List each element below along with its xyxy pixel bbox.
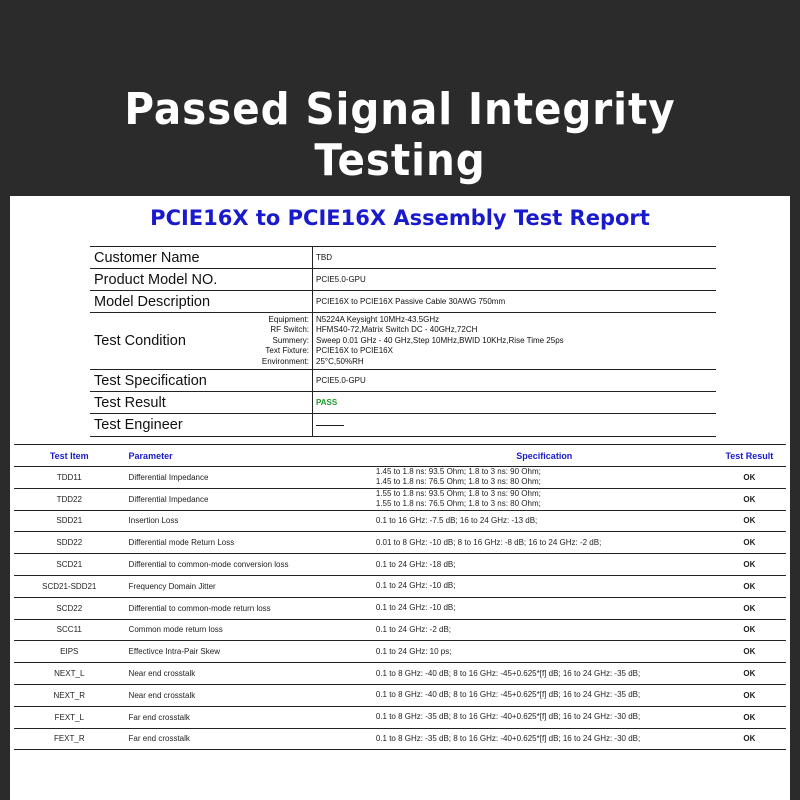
condition-value: PCIE16X to PCIE16X — [316, 346, 393, 356]
spec-line: 1.45 to 1.8 ns: 93.5 Ohm; 1.8 to 3 ns: 90 Ohm; — [375, 467, 541, 477]
result-cell: OK — [713, 510, 786, 532]
test-item-cell: FEXT_R — [14, 728, 125, 750]
specification-cell — [376, 641, 713, 663]
product-model-label: Product Model NO. — [94, 271, 218, 288]
result-cell: OK — [713, 554, 786, 576]
parameter-cell: Differential to common-mode return loss — [125, 597, 376, 619]
header-test-result: Test Result — [713, 445, 786, 467]
table-row — [14, 510, 786, 532]
test-result-value: PASS — [312, 392, 716, 413]
parameter-cell: Differential Impedance — [125, 488, 376, 510]
spec-line: 1.55 to 1.8 ns: 93.5 Ohm; 1.8 to 3 ns: 90 Ohm; — [375, 489, 541, 499]
test-item-cell: TDD11 — [14, 467, 125, 489]
condition-value: N5224A Keysight 10MHz-43.5GHz — [316, 314, 440, 324]
table-row — [14, 663, 786, 685]
spec-line: 1.45 to 1.8 ns: 76.5 Ohm; 1.8 to 3 ns: 80 Ohm; — [375, 477, 541, 487]
result-cell: OK — [713, 641, 786, 663]
condition-key: RF Switch: — [270, 325, 309, 335]
engineer-blank-line — [316, 425, 344, 426]
result-cell: OK — [713, 597, 786, 619]
spec-line: 0.1 to 24 GHz: -10 dB; — [375, 603, 456, 613]
banner-title: Passed Signal Integrity Testing — [124, 84, 676, 186]
parameter-cell: Differential to common-mode conversion loss — [125, 554, 376, 576]
parameter-cell: Insertion Loss — [125, 510, 376, 532]
spec-line: 0.1 to 24 GHz: -18 dB; — [375, 559, 456, 569]
condition-keys — [262, 313, 309, 369]
result-cell: OK — [713, 684, 786, 706]
table-row — [14, 554, 786, 576]
report-title: PCIE16X to PCIE16X Assembly Test Report — [150, 206, 650, 230]
test-item-cell: SCD21 — [14, 554, 125, 576]
table-row — [14, 684, 786, 706]
table-row — [14, 641, 786, 663]
result-cell: OK — [713, 575, 786, 597]
parameter-cell: Effectivce Intra-Pair Skew — [125, 641, 376, 663]
table-row — [14, 467, 786, 489]
info-row-engineer — [90, 413, 716, 437]
test-item-cell: NEXT_R — [14, 684, 125, 706]
table-row — [14, 706, 786, 728]
test-condition-title: Test Condition — [94, 333, 186, 349]
specification-cell — [376, 663, 713, 685]
test-engineer-value — [312, 414, 716, 436]
specification-cell — [376, 684, 713, 706]
condition-key: Summery: — [272, 335, 309, 345]
spec-line: 0.1 to 16 GHz: -7.5 dB; 16 to 24 GHz: -13 dB; — [375, 515, 538, 525]
condition-lines — [313, 313, 564, 369]
result-cell: OK — [713, 619, 786, 641]
info-row-product — [90, 268, 716, 290]
model-description-label: Model Description — [94, 293, 211, 310]
table-row — [14, 619, 786, 641]
spec-line: 0.1 to 8 GHz: -40 dB; 8 to 16 GHz: -45+0.625*[f] dB; 16 to 24 GHz: -35 dB; — [375, 690, 641, 700]
condition-key: Environment: — [261, 356, 309, 366]
specification-cell — [376, 467, 713, 489]
parameter-cell: Near end crosstalk — [125, 663, 376, 685]
specification-cell — [376, 554, 713, 576]
spec-line: 0.1 to 8 GHz: -40 dB; 8 to 16 GHz: -45+0.625*[f] dB; 16 to 24 GHz: -35 dB; — [375, 668, 641, 678]
test-rows — [14, 467, 786, 750]
spec-line: 0.01 to 8 GHz: -10 dB; 8 to 16 GHz: -8 dB; 16 to 24 GHz: -2 dB; — [375, 537, 602, 547]
table-row — [14, 575, 786, 597]
specification-cell — [376, 532, 713, 554]
parameter-cell: Frequency Domain Jitter — [125, 575, 376, 597]
parameter-cell: Differential Impedance — [125, 467, 376, 489]
test-specification-value: PCIE5.0-GPU — [312, 370, 716, 391]
info-table — [90, 246, 716, 437]
test-item-cell: SCD22 — [14, 597, 125, 619]
test-condition-label — [90, 313, 312, 369]
condition-key: Text Fixture: — [265, 346, 309, 356]
table-header-row — [14, 445, 786, 467]
specification-cell — [376, 488, 713, 510]
test-specification-label: Test Specification — [94, 372, 207, 389]
test-item-cell: TDD22 — [14, 488, 125, 510]
test-item-cell: FEXT_L — [14, 706, 125, 728]
spec-line: 0.1 to 8 GHz: -35 dB; 8 to 16 GHz: -40+0.625*[f] dB; 16 to 24 GHz: -30 dB; — [375, 733, 641, 743]
specification-cell — [376, 706, 713, 728]
result-cell: OK — [713, 728, 786, 750]
spec-line: 1.55 to 1.8 ns: 76.5 Ohm; 1.8 to 3 ns: 80 Ohm; — [375, 499, 541, 509]
customer-name-value: TBD — [312, 247, 716, 268]
spec-line: 0.1 to 8 GHz: -35 dB; 8 to 16 GHz: -40+0.625*[f] dB; 16 to 24 GHz: -30 dB; — [375, 712, 641, 722]
test-item-cell: SDD21 — [14, 510, 125, 532]
table-row — [14, 728, 786, 750]
report-sheet — [10, 196, 790, 800]
specification-cell — [376, 619, 713, 641]
specification-cell — [376, 510, 713, 532]
result-cell: OK — [713, 706, 786, 728]
info-row-specification — [90, 369, 716, 391]
condition-values — [312, 313, 716, 369]
test-result-label: Test Result — [94, 394, 166, 411]
result-cell: OK — [713, 532, 786, 554]
specification-cell — [376, 597, 713, 619]
test-results-table — [14, 444, 786, 750]
table-row — [14, 488, 786, 510]
info-row-customer — [90, 246, 716, 268]
result-cell: OK — [713, 467, 786, 489]
condition-value: HFMS40-72,Matrix Switch DC - 40GHz,72CH — [316, 325, 478, 335]
test-item-cell: SCC11 — [14, 619, 125, 641]
table-row — [14, 597, 786, 619]
parameter-cell: Far end crosstalk — [125, 706, 376, 728]
product-model-value: PCIE5.0-GPU — [312, 269, 716, 290]
parameter-cell: Near end crosstalk — [125, 684, 376, 706]
specification-cell — [376, 575, 713, 597]
condition-value: Sweep 0.01 GHz - 40 GHz,Step 10MHz,BWID 10KHz,Rise Time 25ps — [316, 335, 564, 345]
spec-line: 0.1 to 24 GHz: 10 ps; — [375, 646, 452, 656]
test-item-cell: EIPS — [14, 641, 125, 663]
test-item-cell: SDD22 — [14, 532, 125, 554]
specification-cell — [376, 728, 713, 750]
condition-value: 25°C,50%RH — [316, 356, 364, 366]
customer-name-label: Customer Name — [94, 249, 200, 266]
info-row-result — [90, 391, 716, 413]
test-engineer-label: Test Engineer — [94, 417, 183, 433]
test-item-cell: SCD21-SDD21 — [14, 575, 125, 597]
parameter-cell: Far end crosstalk — [125, 728, 376, 750]
header-test-item: Test Item — [14, 445, 125, 467]
spec-line: 0.1 to 24 GHz: -2 dB; — [375, 624, 452, 634]
spec-line: 0.1 to 24 GHz: -10 dB; — [375, 581, 456, 591]
info-row-description — [90, 290, 716, 312]
parameter-cell: Common mode return loss — [125, 619, 376, 641]
header-parameter: Parameter — [125, 445, 376, 467]
parameter-cell: Differential mode Return Loss — [125, 532, 376, 554]
test-item-cell: NEXT_L — [14, 663, 125, 685]
table-row — [14, 532, 786, 554]
result-cell: OK — [713, 488, 786, 510]
header-specification: Specification — [376, 445, 713, 467]
model-description-value: PCIE16X to PCIE16X Passive Cable 30AWG 750mm — [312, 291, 716, 312]
banner — [0, 0, 800, 196]
condition-key: Equipment: — [268, 314, 309, 324]
result-cell: OK — [713, 663, 786, 685]
info-row-condition — [90, 312, 716, 369]
